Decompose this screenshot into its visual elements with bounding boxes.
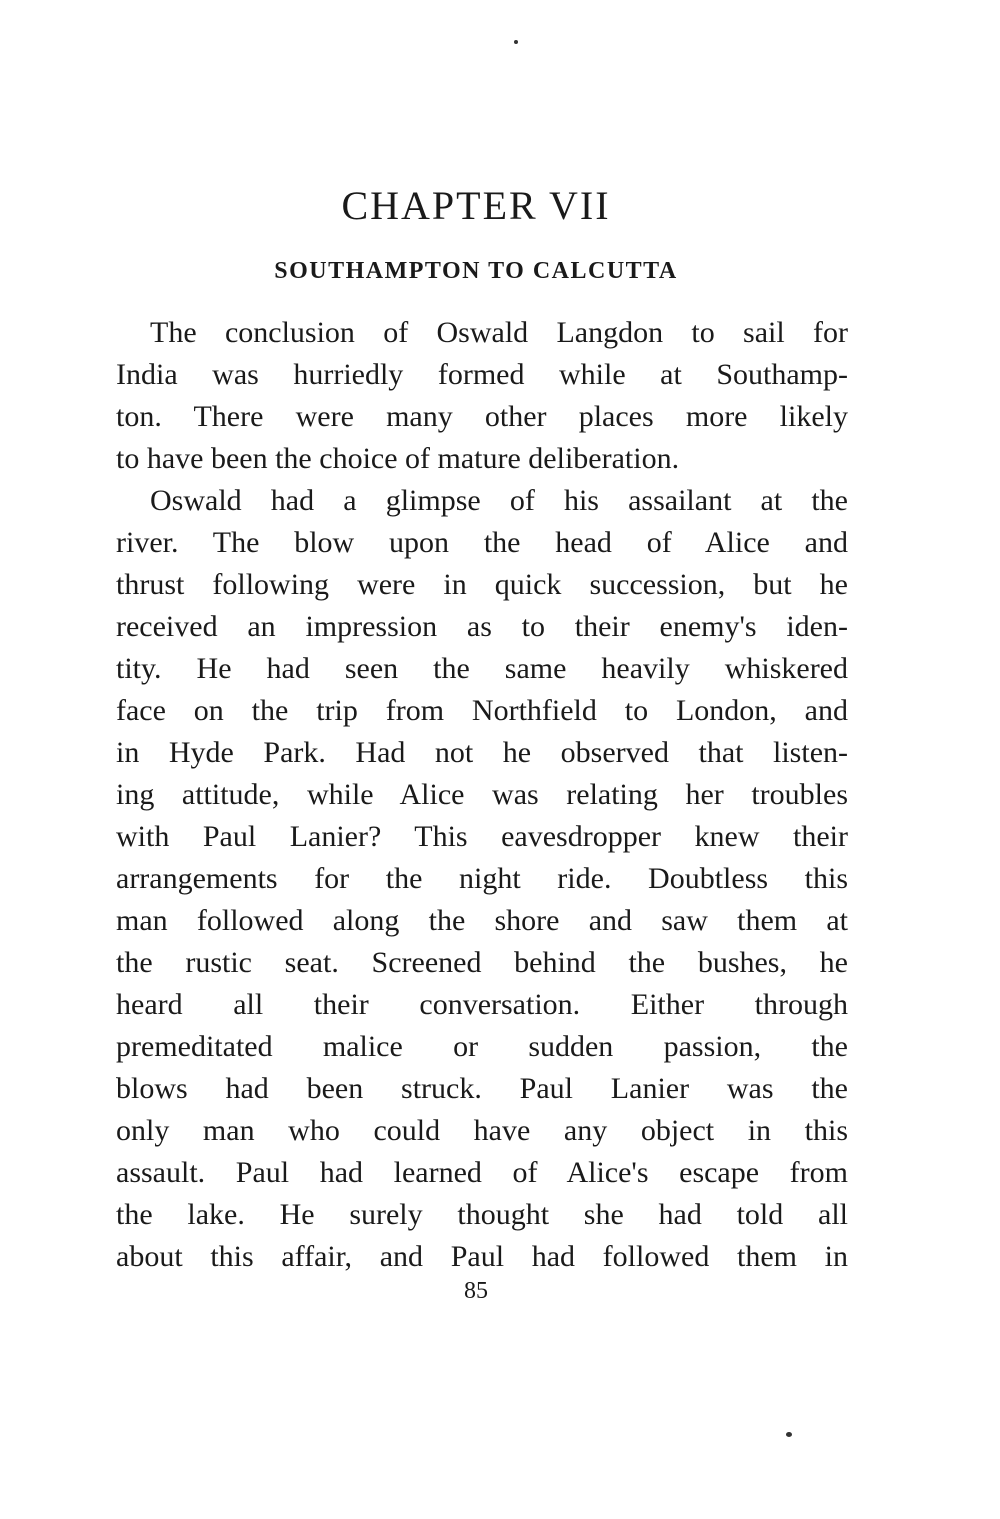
text-line: ing attitude, while Alice was relating her troubles xyxy=(116,778,848,811)
page-number: 85 xyxy=(464,1278,488,1304)
text-line: the rustic seat. Screened behind the bushes, he xyxy=(116,946,848,979)
chapter-subtitle: SOUTHAMPTON TO CALCUTTA xyxy=(274,258,678,284)
text-line: assault. Paul had learned of Alice's escape from xyxy=(116,1156,848,1189)
text-line: thrust following were in quick succession, but he xyxy=(116,568,848,601)
text-line: in Hyde Park. Had not he observed that listen- xyxy=(116,736,848,769)
text-line: to have been the choice of mature deliberation. xyxy=(116,442,680,475)
text-line: tity. He had seen the same heavily whiskered xyxy=(116,652,848,685)
text-line: the lake. He surely thought she had told all xyxy=(116,1198,848,1231)
print-speck-bottom xyxy=(786,1432,792,1437)
text-line: only man who could have any object in this xyxy=(116,1114,848,1147)
text-line: about this affair, and Paul had followed them in xyxy=(116,1240,848,1273)
text-line: India was hurriedly formed while at Southamp- xyxy=(116,358,848,391)
text-line: received an impression as to their enemy's iden- xyxy=(116,610,848,643)
text-line: river. The blow upon the head of Alice and xyxy=(116,526,848,559)
text-line: with Paul Lanier? This eavesdropper knew their xyxy=(116,820,848,853)
text-line: arrangements for the night ride. Doubtless this xyxy=(116,862,848,895)
text-line: man followed along the shore and saw them at xyxy=(116,904,848,937)
chapter-title: CHAPTER VII xyxy=(341,183,611,228)
text-line: heard all their conversation. Either through xyxy=(116,988,848,1021)
text-line: blows had been struck. Paul Lanier was the xyxy=(116,1072,848,1105)
body-text xyxy=(116,312,848,1278)
text-line: face on the trip from Northfield to London, and xyxy=(116,694,848,727)
print-speck-top xyxy=(514,40,518,44)
text-line: The conclusion of Oswald Langdon to sail for xyxy=(150,316,848,349)
text-line: Oswald had a glimpse of his assailant at the xyxy=(150,484,848,517)
text-line: ton. There were many other places more likely xyxy=(116,400,848,433)
text-line: premeditated malice or sudden passion, the xyxy=(116,1030,848,1063)
